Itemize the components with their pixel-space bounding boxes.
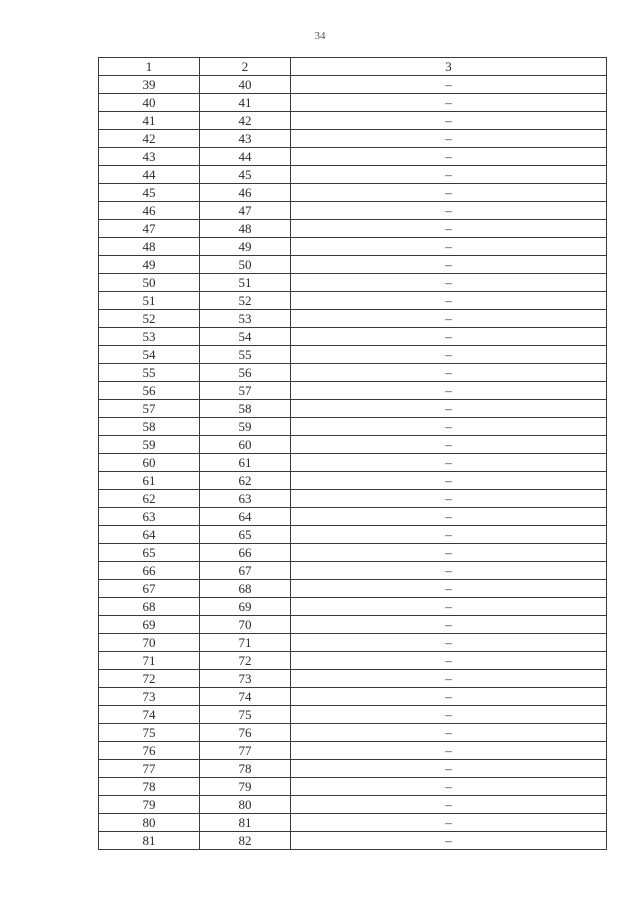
table-cell: 65	[200, 526, 291, 544]
table-cell: 59	[99, 436, 200, 454]
table-cell: –	[291, 238, 607, 256]
table-cell: 55	[200, 346, 291, 364]
table-cell: 54	[200, 328, 291, 346]
table-cell: 50	[200, 256, 291, 274]
table-cell: 67	[99, 580, 200, 598]
table-cell: 49	[99, 256, 200, 274]
table-cell: 64	[99, 526, 200, 544]
table-row	[99, 328, 607, 346]
table-cell: –	[291, 670, 607, 688]
table-row	[99, 202, 607, 220]
table-row	[99, 274, 607, 292]
table-row	[99, 634, 607, 652]
table-row	[99, 454, 607, 472]
table-cell: –	[291, 706, 607, 724]
table-cell: 56	[99, 382, 200, 400]
table-cell: –	[291, 346, 607, 364]
table-cell: 75	[99, 724, 200, 742]
table-row	[99, 598, 607, 616]
table-row	[99, 508, 607, 526]
table-cell: 42	[99, 130, 200, 148]
table-cell: 59	[200, 418, 291, 436]
table-cell: 82	[200, 832, 291, 850]
table-cell: 53	[99, 328, 200, 346]
table-cell: 73	[200, 670, 291, 688]
table-cell: 68	[99, 598, 200, 616]
table-cell: –	[291, 436, 607, 454]
table-cell: –	[291, 454, 607, 472]
table-cell: –	[291, 400, 607, 418]
table-row	[99, 112, 607, 130]
table-cell: 56	[200, 364, 291, 382]
table-row	[99, 814, 607, 832]
column-header: 2	[200, 58, 291, 76]
table-cell: –	[291, 472, 607, 490]
table-row	[99, 472, 607, 490]
table-cell: 51	[200, 274, 291, 292]
table-cell: –	[291, 310, 607, 328]
table-cell: 49	[200, 238, 291, 256]
table-cell: 64	[200, 508, 291, 526]
table-row	[99, 436, 607, 454]
table-cell: 62	[200, 472, 291, 490]
table-cell: –	[291, 796, 607, 814]
table-cell: –	[291, 76, 607, 94]
table-cell: 70	[99, 634, 200, 652]
table-cell: 71	[99, 652, 200, 670]
table-cell: 54	[99, 346, 200, 364]
table-cell: 44	[200, 148, 291, 166]
table-cell: –	[291, 634, 607, 652]
table-cell: 77	[99, 760, 200, 778]
table-row	[99, 292, 607, 310]
table-cell: 51	[99, 292, 200, 310]
table-row	[99, 130, 607, 148]
table-cell: 41	[200, 94, 291, 112]
table-row	[99, 364, 607, 382]
table-cell: 60	[99, 454, 200, 472]
table-row	[99, 238, 607, 256]
table-cell: 66	[200, 544, 291, 562]
table-cell: 81	[99, 832, 200, 850]
table-cell: –	[291, 202, 607, 220]
table-cell: 70	[200, 616, 291, 634]
table-cell: 39	[99, 76, 200, 94]
table-cell: –	[291, 166, 607, 184]
table-row	[99, 526, 607, 544]
table-row	[99, 616, 607, 634]
table-row	[99, 166, 607, 184]
column-header: 3	[291, 58, 607, 76]
table-cell: –	[291, 490, 607, 508]
table-cell: –	[291, 220, 607, 238]
table-cell: –	[291, 508, 607, 526]
table-cell: –	[291, 112, 607, 130]
table-cell: –	[291, 148, 607, 166]
table-cell: 74	[99, 706, 200, 724]
table-cell: 57	[200, 382, 291, 400]
table-cell: 65	[99, 544, 200, 562]
table-cell: –	[291, 418, 607, 436]
table-cell: –	[291, 778, 607, 796]
table-cell: 72	[200, 652, 291, 670]
table-row	[99, 544, 607, 562]
table-row	[99, 490, 607, 508]
table-row	[99, 418, 607, 436]
table-cell: –	[291, 94, 607, 112]
table-cell: 67	[200, 562, 291, 580]
table-cell: –	[291, 328, 607, 346]
table-cell: –	[291, 688, 607, 706]
table-cell: 43	[99, 148, 200, 166]
table-row	[99, 796, 607, 814]
table-cell: 58	[99, 418, 200, 436]
table-cell: 75	[200, 706, 291, 724]
table-cell: 44	[99, 166, 200, 184]
table-row	[99, 652, 607, 670]
table-cell: –	[291, 598, 607, 616]
table-cell: –	[291, 724, 607, 742]
table-cell: 73	[99, 688, 200, 706]
table-cell: 68	[200, 580, 291, 598]
table-cell: 78	[99, 778, 200, 796]
table-cell: 47	[200, 202, 291, 220]
table-cell: 57	[99, 400, 200, 418]
table-cell: –	[291, 562, 607, 580]
table-row	[99, 346, 607, 364]
table-cell: 71	[200, 634, 291, 652]
table-cell: –	[291, 580, 607, 598]
table-cell: –	[291, 130, 607, 148]
table-row	[99, 670, 607, 688]
table-row	[99, 148, 607, 166]
table-cell: 55	[99, 364, 200, 382]
table-cell: 45	[99, 184, 200, 202]
table-cell: –	[291, 364, 607, 382]
table-cell: –	[291, 742, 607, 760]
table-row	[99, 310, 607, 328]
table-cell: 80	[200, 796, 291, 814]
table-row	[99, 742, 607, 760]
table-cell: 79	[200, 778, 291, 796]
column-header: 1	[99, 58, 200, 76]
table-cell: –	[291, 832, 607, 850]
table-cell: 52	[99, 310, 200, 328]
table-cell: 78	[200, 760, 291, 778]
table-row	[99, 706, 607, 724]
table-cell: 81	[200, 814, 291, 832]
table-cell: 58	[200, 400, 291, 418]
table-row	[99, 256, 607, 274]
table-cell: 50	[99, 274, 200, 292]
table-row	[99, 382, 607, 400]
table-row	[99, 724, 607, 742]
table-cell: 62	[99, 490, 200, 508]
table-cell: 66	[99, 562, 200, 580]
table-cell: –	[291, 274, 607, 292]
table-row	[99, 580, 607, 598]
table-cell: 46	[200, 184, 291, 202]
table-cell: 74	[200, 688, 291, 706]
table-cell: 52	[200, 292, 291, 310]
table-cell: 40	[99, 94, 200, 112]
table-cell: 79	[99, 796, 200, 814]
table-cell: –	[291, 382, 607, 400]
table-cell: 63	[99, 508, 200, 526]
table-row	[99, 94, 607, 112]
table-row	[99, 562, 607, 580]
table-cell: –	[291, 544, 607, 562]
table-cell: 45	[200, 166, 291, 184]
table-row	[99, 778, 607, 796]
data-table	[98, 57, 607, 850]
table-cell: –	[291, 184, 607, 202]
table-cell: 53	[200, 310, 291, 328]
table-cell: 40	[200, 76, 291, 94]
table-row	[99, 400, 607, 418]
table-cell: 69	[200, 598, 291, 616]
table-header	[99, 58, 607, 76]
table-cell: 43	[200, 130, 291, 148]
table-cell: –	[291, 292, 607, 310]
table-cell: 42	[200, 112, 291, 130]
table-cell: 47	[99, 220, 200, 238]
page-number: 34	[314, 30, 326, 42]
table-cell: 76	[200, 724, 291, 742]
table-cell: –	[291, 760, 607, 778]
table-cell: 41	[99, 112, 200, 130]
table-cell: 46	[99, 202, 200, 220]
table-body	[99, 76, 607, 850]
table-cell: 69	[99, 616, 200, 634]
table-row	[99, 76, 607, 94]
table-cell: 48	[99, 238, 200, 256]
table-cell: –	[291, 256, 607, 274]
table-cell: 61	[99, 472, 200, 490]
table-row	[99, 688, 607, 706]
table-cell: 72	[99, 670, 200, 688]
table-row	[99, 760, 607, 778]
table-cell: 80	[99, 814, 200, 832]
table-cell: –	[291, 616, 607, 634]
header-row	[99, 58, 607, 76]
table-cell: 63	[200, 490, 291, 508]
table-cell: 61	[200, 454, 291, 472]
table-cell: –	[291, 526, 607, 544]
table-row	[99, 832, 607, 850]
table-cell: –	[291, 652, 607, 670]
table-cell: 77	[200, 742, 291, 760]
table-row	[99, 220, 607, 238]
table-cell: 48	[200, 220, 291, 238]
table-cell: 76	[99, 742, 200, 760]
table-cell: 60	[200, 436, 291, 454]
table-row	[99, 184, 607, 202]
table-cell: –	[291, 814, 607, 832]
